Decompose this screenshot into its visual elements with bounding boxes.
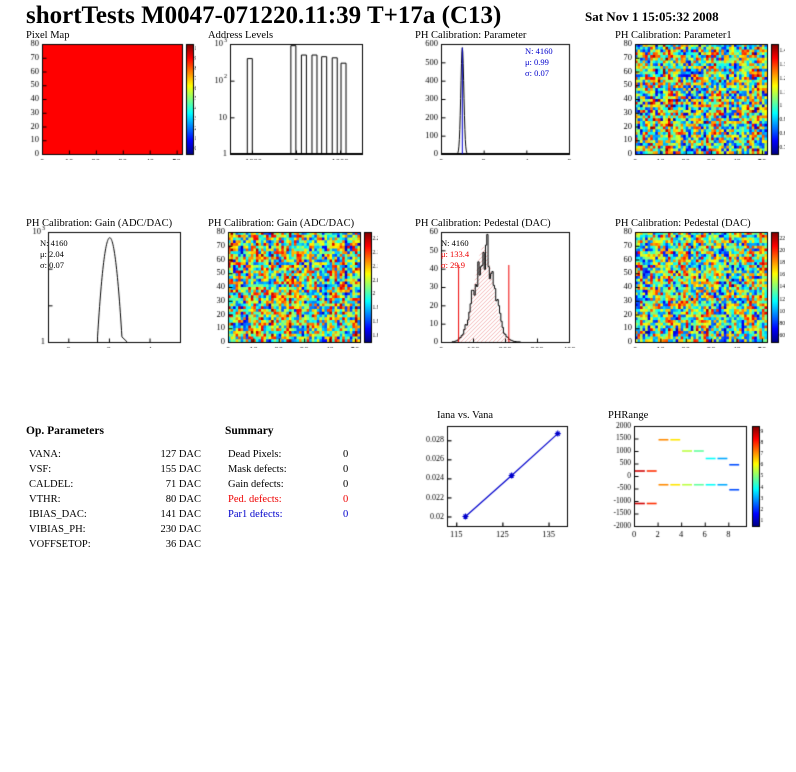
- summary-row-value: 0: [343, 449, 349, 460]
- op-param-value: 155 DAC: [160, 464, 201, 475]
- summary-row-name: Mask defects:: [228, 464, 287, 475]
- stat-mu: μ: 2.04: [40, 249, 64, 259]
- summary-row-name: Gain defects:: [228, 479, 284, 490]
- panel-gain-map: [208, 218, 378, 348]
- stat-n: N: 4160: [525, 46, 553, 56]
- panel-iana-vs-vana: [415, 408, 585, 550]
- op-param-name: VTHR:: [29, 494, 61, 505]
- op-param-value: 80 DAC: [165, 494, 201, 505]
- address-levels-plot: [208, 30, 378, 160]
- op-param-name: VIBIAS_PH:: [29, 524, 86, 535]
- summary-block: [225, 425, 405, 545]
- op-param-value: 230 DAC: [160, 524, 201, 535]
- phrange-plot: [600, 408, 785, 550]
- op-param-value: 141 DAC: [160, 509, 201, 520]
- summary-row-value: 0: [343, 479, 349, 490]
- op-param-value: 127 DAC: [160, 449, 201, 460]
- op-parameters-heading: Op. Parameters: [26, 425, 104, 437]
- panel-pixel-map: [26, 30, 196, 160]
- pedestal-map-plot: [615, 218, 785, 348]
- stat-sigma: σ: 0.07: [525, 68, 549, 78]
- panel-ph-parameter1-map: [615, 30, 785, 160]
- ph-parameter1-map-plot: [615, 30, 785, 160]
- panel-gain-hist: [26, 218, 196, 348]
- summary-row-value: 0: [343, 494, 349, 505]
- op-param-value: 36 DAC: [165, 539, 201, 550]
- pixel-map-plot: [26, 30, 196, 160]
- summary-row-name: Par1 defects:: [228, 509, 283, 520]
- summary-row-name: Ped. defects:: [228, 494, 282, 505]
- stat-sigma: σ: 0.07: [40, 260, 64, 270]
- ph-parameter-plot: [415, 30, 585, 160]
- panel-phrange: [600, 408, 785, 550]
- summary-row-value: 0: [343, 509, 349, 520]
- op-param-name: VOFFSETOP:: [29, 539, 91, 550]
- iana-vs-vana-plot: [415, 408, 585, 550]
- gain-map-plot: [208, 218, 378, 348]
- op-param-name: VSF:: [29, 464, 52, 475]
- op-param-name: VANA:: [29, 449, 61, 460]
- panel-address-levels: [208, 30, 378, 160]
- op-param-name: IBIAS_DAC:: [29, 509, 87, 520]
- op-param-name: CALDEL:: [29, 479, 74, 490]
- page-title: shortTests M0047-071220.11:39 T+17a (C13): [26, 2, 502, 29]
- panel-pedestal-map: [615, 218, 785, 348]
- stat-sigma: σ: 29.9: [441, 260, 465, 270]
- stat-mu: μ: 0.99: [525, 57, 549, 67]
- panel-pedestal-hist: [415, 218, 585, 348]
- op-parameters-block: [26, 425, 201, 550]
- summary-heading: Summary: [225, 425, 274, 437]
- stat-n: N: 4160: [40, 238, 68, 248]
- summary-row-name: Dead Pixels:: [228, 449, 282, 460]
- timestamp: Sat Nov 1 15:05:32 2008: [585, 9, 719, 24]
- stat-mu: μ: 133.4: [441, 249, 470, 259]
- op-param-value: 71 DAC: [165, 479, 201, 490]
- panel-ph-parameter: [415, 30, 585, 160]
- summary-row-value: 0: [343, 464, 349, 475]
- stat-n: N: 4160: [441, 238, 469, 248]
